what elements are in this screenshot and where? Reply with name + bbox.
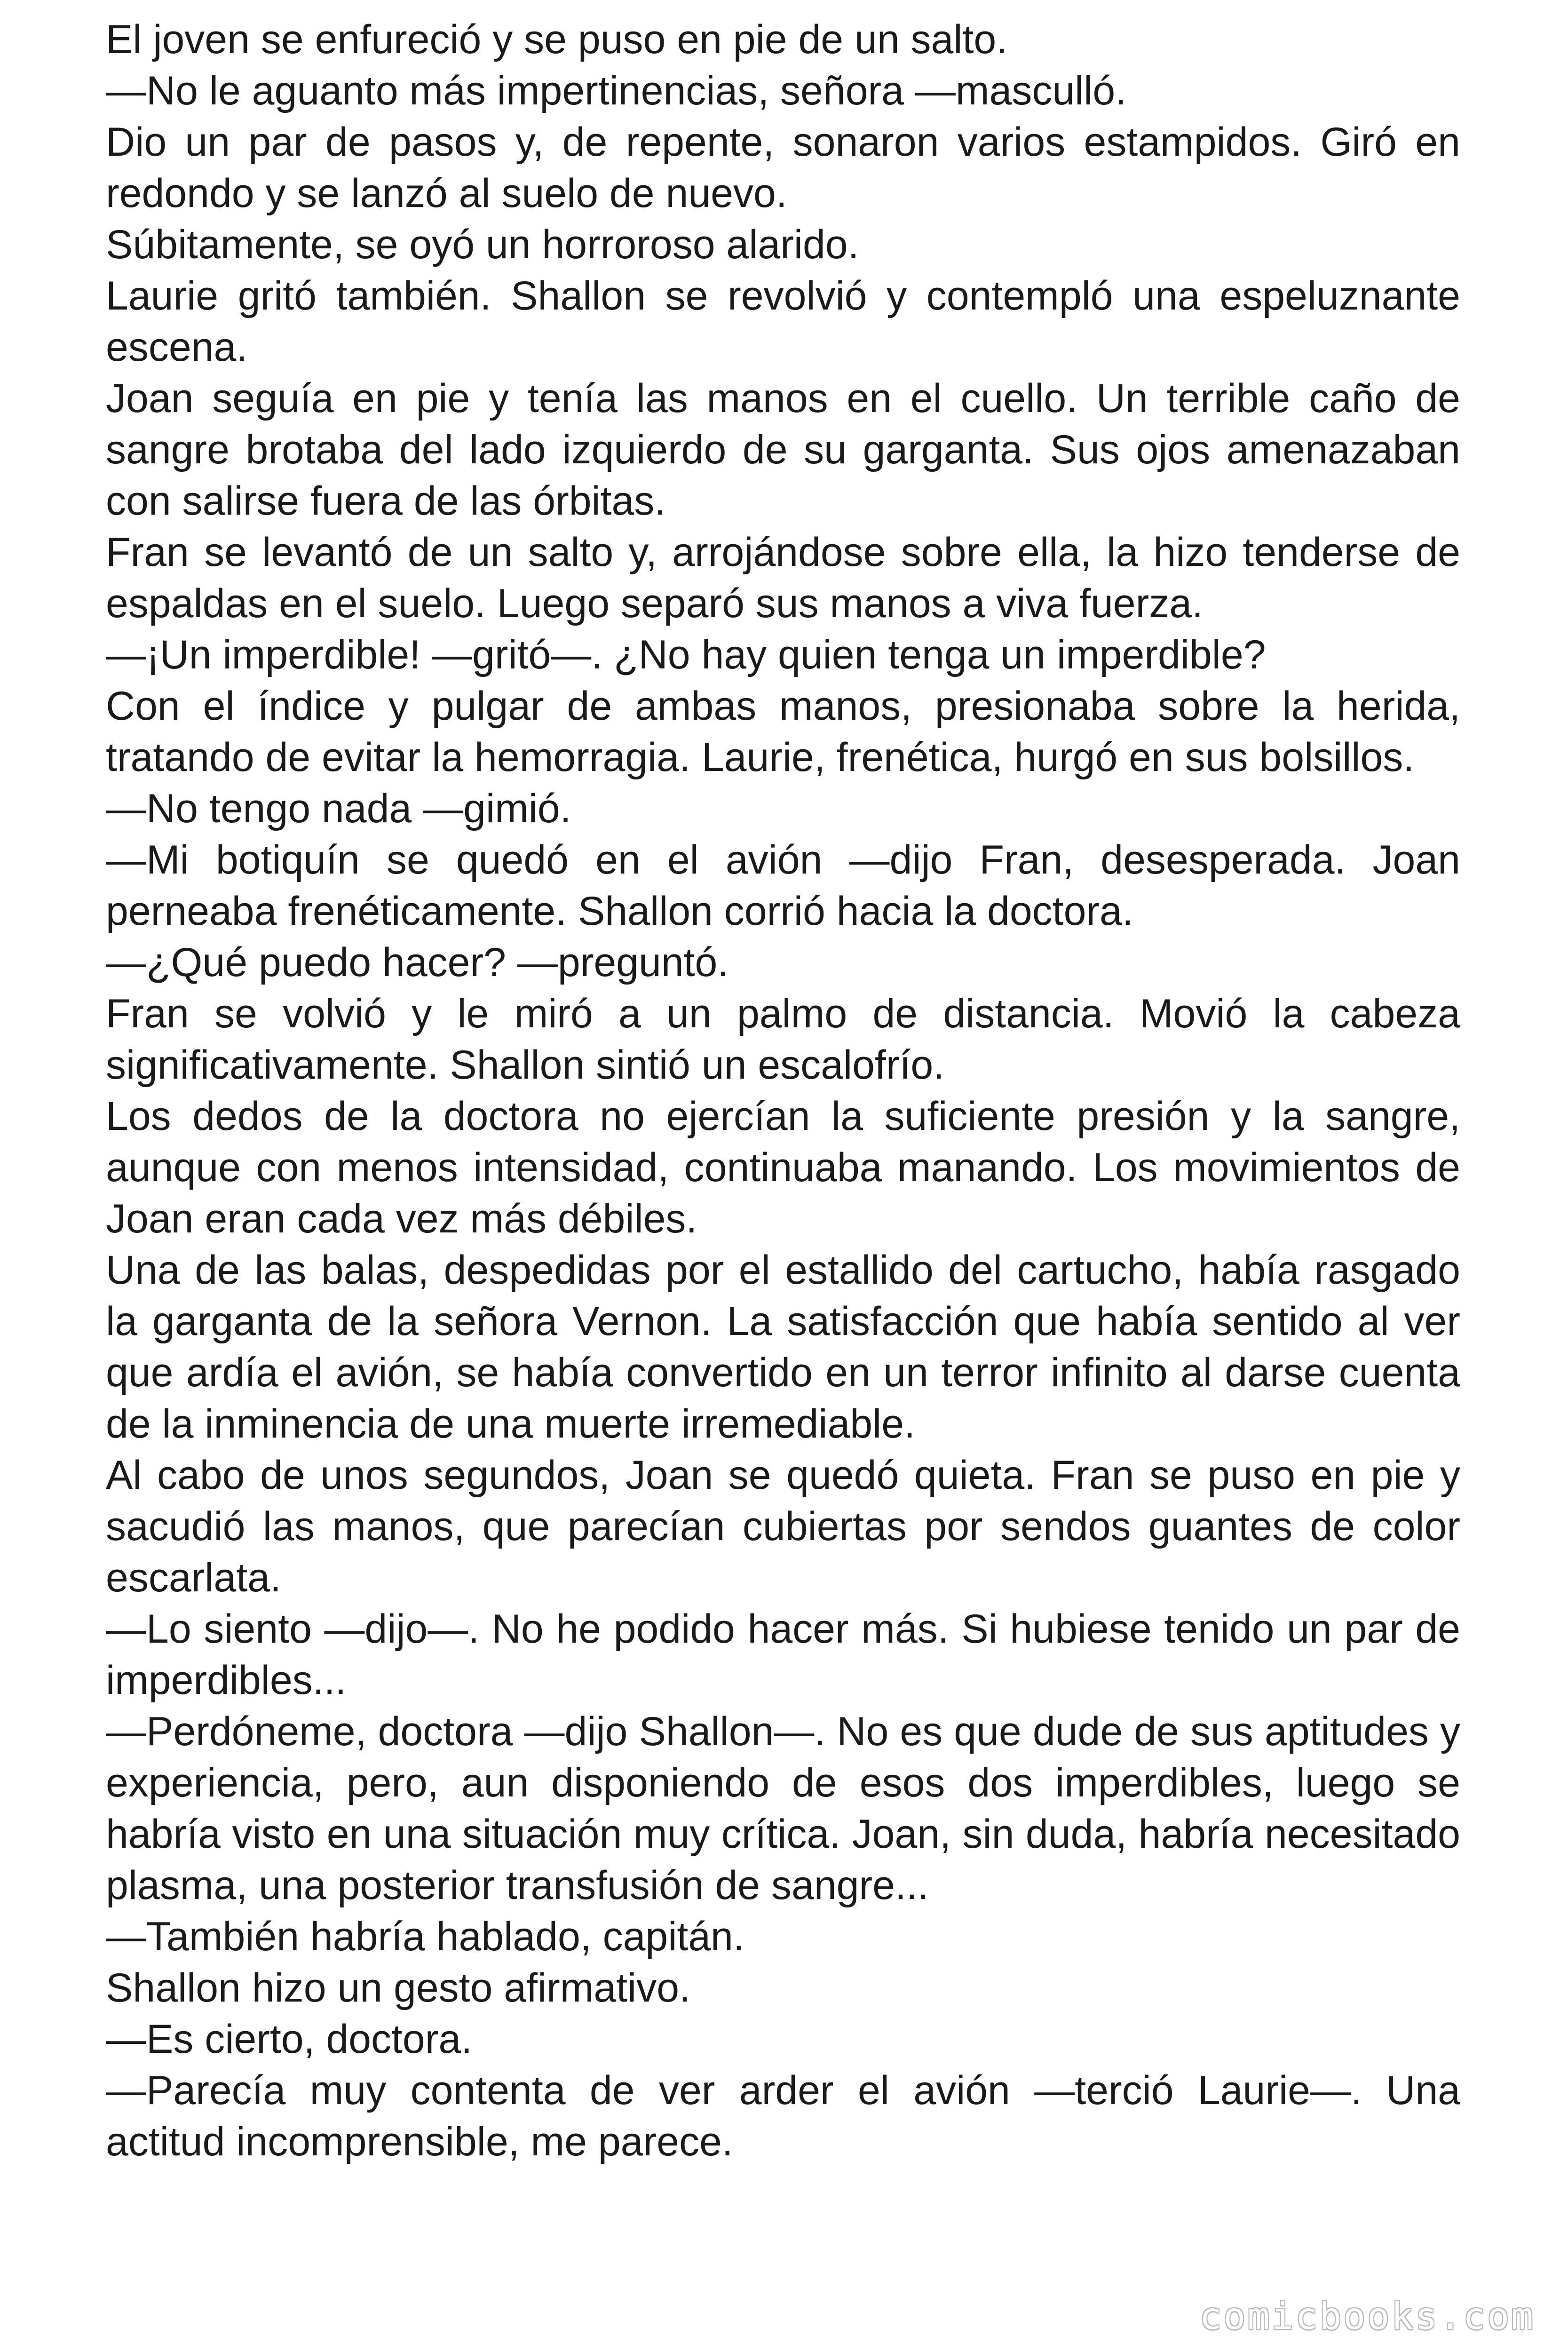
paragraph: —Perdóneme, doctora —dijo Shallon—. No es que dude de sus aptitudes y experiencia, pero, aun disponiendo de esos dos imperdibles, luego se habría visto en una situación muy crítica. Joan, sin duda, habría necesitado plasma, una posterior transfusión de sangre... — [106, 1709, 1460, 1908]
paragraph: —También habría hablado, capitán. — [106, 1914, 744, 1959]
paragraph: —¡Un imperdible! —gritó—. ¿No hay quien tenga un imperdible? — [106, 632, 1266, 677]
paragraph: Fran se levantó de un salto y, arrojándose sobre ella, la hizo tenderse de espaldas en el suelo. Luego separó sus manos a viva fuerza. — [106, 530, 1460, 626]
watermark: comicbooks.com — [1199, 2296, 1535, 2338]
paragraph: Los dedos de la doctora no ejercían la suficiente presión y la sangre, aunque con menos intensidad, continuaba manando. Los movimientos de Joan eran cada vez más débiles. — [106, 1094, 1460, 1241]
paragraph: Una de las balas, despedidas por el estallido del cartucho, había rasgado la garganta de la señora Vernon. La satisfacción que había sentido al ver que ardía el avión, se había convertido en un terror infinito al darse cuenta de la inminencia de una muerte irremediable. — [106, 1248, 1460, 1446]
paragraph: —¿Qué puedo hacer? —preguntó. — [106, 940, 729, 985]
paragraph: —No le aguanto más impertinencias, señora —masculló. — [106, 68, 1127, 113]
paragraph: Laurie gritó también. Shallon se revolvió y contempló una espeluznante escena. — [106, 273, 1460, 370]
paragraph: El joven se enfureció y se puso en pie de un salto. — [106, 17, 1008, 62]
paragraph: Al cabo de unos segundos, Joan se quedó quieta. Fran se puso en pie y sacudió las manos, que parecían cubiertas por sendos guantes de color escarlata. — [106, 1453, 1460, 1600]
body-text — [106, 14, 1460, 2168]
paragraph: Con el índice y pulgar de ambas manos, presionaba sobre la herida, tratando de evitar la hemorragia. Laurie, frenética, hurgó en sus bolsillos. — [106, 683, 1460, 780]
paragraph: —Lo siento —dijo—. No he podido hacer más. Si hubiese tenido un par de imperdibles... — [106, 1606, 1460, 1703]
paragraph: Joan seguía en pie y tenía las manos en el cuello. Un terrible caño de sangre brotaba del lado izquierdo de su garganta. Sus ojos amenazaban con salirse fuera de las órbitas. — [106, 376, 1460, 524]
paragraph: —No tengo nada —gimió. — [106, 786, 571, 831]
paragraph: Fran se volvió y le miró a un palmo de distancia. Movió la cabeza significativamente. Shallon sintió un escalofrío. — [106, 991, 1460, 1088]
paragraph: Súbitamente, se oyó un horroroso alarido. — [106, 222, 859, 267]
paragraph: Dio un par de pasos y, de repente, sonaron varios estampidos. Giró en redondo y se lanzó al suelo de nuevo. — [106, 119, 1460, 216]
paragraph: —Mi botiquín se quedó en el avión —dijo Fran, desesperada. Joan perneaba frenéticamente. Shallon corrió hacia la doctora. — [106, 837, 1460, 934]
paragraph: —Es cierto, doctora. — [106, 2017, 473, 2062]
paragraph: Shallon hizo un gesto afirmativo. — [106, 1965, 690, 2010]
paragraph: —Parecía muy contenta de ver arder el avión —terció Laurie—. Una actitud incomprensible, me parece. — [106, 2068, 1460, 2164]
